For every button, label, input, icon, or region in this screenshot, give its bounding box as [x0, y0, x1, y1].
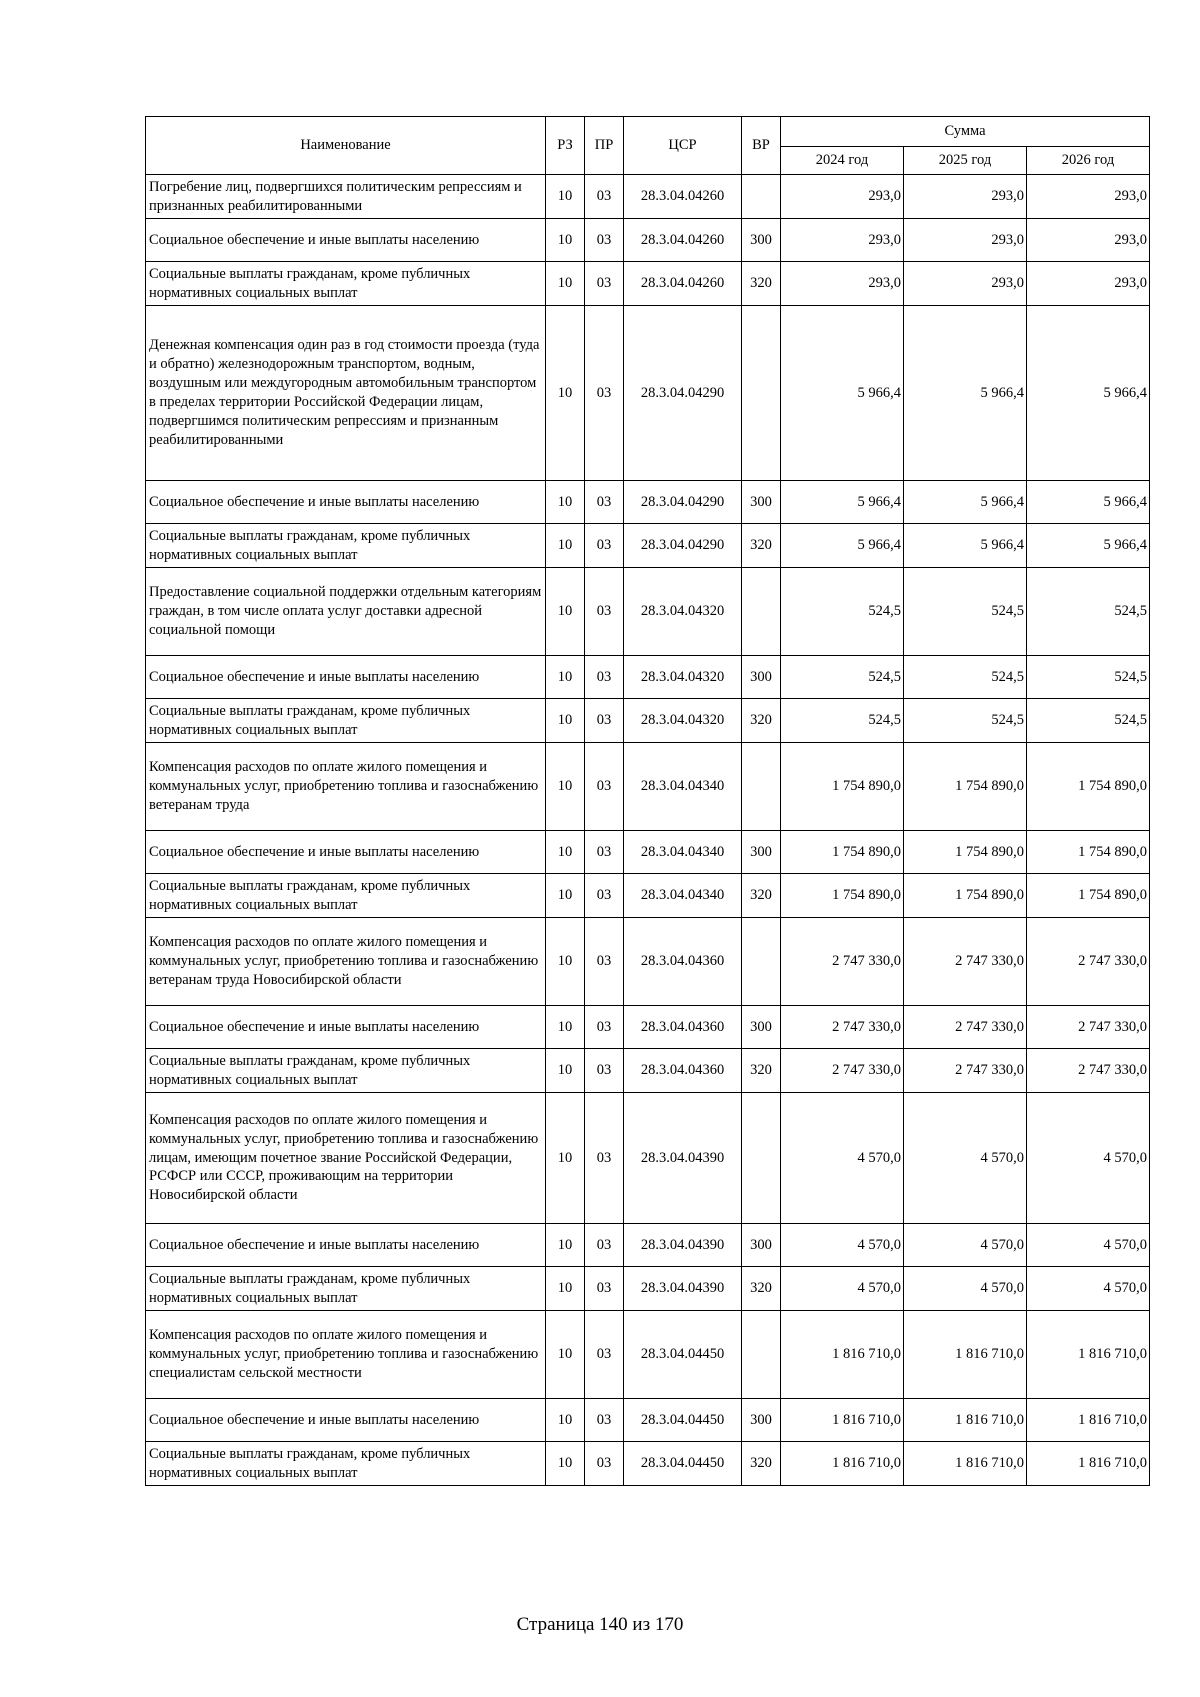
row-name: Погребение лиц, подвергшихся политическим репрессиям и признанных реабилитированными [146, 175, 546, 219]
table-row [146, 262, 1150, 306]
row-name: Социальное обеспечение и иные выплаты населению [146, 1006, 546, 1049]
row-sum-2026: 524,5 [1027, 656, 1150, 699]
row-vr: 320 [742, 1267, 781, 1311]
row-rz: 10 [546, 874, 585, 918]
row-csr: 28.3.04.04290 [624, 306, 742, 481]
row-rz: 10 [546, 656, 585, 699]
row-pr: 03 [585, 656, 624, 699]
row-pr: 03 [585, 918, 624, 1006]
row-sum-2024: 524,5 [781, 656, 904, 699]
row-sum-2026: 1 754 890,0 [1027, 874, 1150, 918]
row-rz: 10 [546, 175, 585, 219]
row-csr: 28.3.04.04290 [624, 481, 742, 524]
row-name: Социальные выплаты гражданам, кроме публичных нормативных социальных выплат [146, 1442, 546, 1486]
header-rz: РЗ [546, 117, 585, 175]
row-sum-2026: 293,0 [1027, 262, 1150, 306]
table-row [146, 306, 1150, 481]
table-row [146, 1006, 1150, 1049]
row-sum-2025: 2 747 330,0 [904, 1006, 1027, 1049]
table-row [146, 1399, 1150, 1442]
row-name: Социальное обеспечение и иные выплаты населению [146, 1399, 546, 1442]
row-name: Компенсация расходов по оплате жилого помещения и коммунальных услуг, приобретению топлива и газоснабжению ветеранам труда [146, 743, 546, 831]
header-year-2026: 2026 год [1027, 147, 1150, 175]
row-rz: 10 [546, 219, 585, 262]
row-pr: 03 [585, 831, 624, 874]
row-sum-2024: 4 570,0 [781, 1093, 904, 1224]
row-sum-2024: 4 570,0 [781, 1267, 904, 1311]
row-sum-2025: 1 816 710,0 [904, 1442, 1027, 1486]
row-csr: 28.3.04.04340 [624, 874, 742, 918]
row-csr: 28.3.04.04360 [624, 1049, 742, 1093]
row-sum-2026: 293,0 [1027, 219, 1150, 262]
row-rz: 10 [546, 1093, 585, 1224]
row-sum-2026: 5 966,4 [1027, 306, 1150, 481]
table-row [146, 831, 1150, 874]
row-pr: 03 [585, 743, 624, 831]
row-vr: 300 [742, 481, 781, 524]
row-sum-2025: 5 966,4 [904, 524, 1027, 568]
row-sum-2024: 293,0 [781, 262, 904, 306]
row-rz: 10 [546, 1224, 585, 1267]
row-sum-2025: 1 754 890,0 [904, 831, 1027, 874]
row-sum-2025: 5 966,4 [904, 306, 1027, 481]
row-sum-2024: 2 747 330,0 [781, 1006, 904, 1049]
row-pr: 03 [585, 1093, 624, 1224]
header-sum: Сумма [781, 117, 1150, 147]
row-sum-2026: 1 816 710,0 [1027, 1442, 1150, 1486]
row-vr: 320 [742, 524, 781, 568]
header-name: Наименование [146, 117, 546, 175]
row-sum-2026: 524,5 [1027, 699, 1150, 743]
row-sum-2026: 524,5 [1027, 568, 1150, 656]
row-sum-2024: 5 966,4 [781, 481, 904, 524]
row-sum-2025: 4 570,0 [904, 1093, 1027, 1224]
row-sum-2026: 4 570,0 [1027, 1093, 1150, 1224]
row-rz: 10 [546, 699, 585, 743]
row-sum-2024: 524,5 [781, 699, 904, 743]
row-sum-2025: 293,0 [904, 175, 1027, 219]
row-sum-2024: 1 754 890,0 [781, 831, 904, 874]
row-name: Компенсация расходов по оплате жилого помещения и коммунальных услуг, приобретению топлива и газоснабжению специалистам сельской местности [146, 1311, 546, 1399]
row-pr: 03 [585, 262, 624, 306]
row-name: Социальные выплаты гражданам, кроме публичных нормативных социальных выплат [146, 699, 546, 743]
row-sum-2026: 1 754 890,0 [1027, 743, 1150, 831]
row-sum-2026: 2 747 330,0 [1027, 918, 1150, 1006]
row-sum-2024: 2 747 330,0 [781, 1049, 904, 1093]
row-rz: 10 [546, 743, 585, 831]
row-vr: 300 [742, 1399, 781, 1442]
row-pr: 03 [585, 874, 624, 918]
table-row [146, 1093, 1150, 1224]
row-name: Социальное обеспечение и иные выплаты населению [146, 481, 546, 524]
row-sum-2025: 1 816 710,0 [904, 1399, 1027, 1442]
row-sum-2025: 1 816 710,0 [904, 1311, 1027, 1399]
row-sum-2024: 1 816 710,0 [781, 1442, 904, 1486]
table-row [146, 568, 1150, 656]
row-rz: 10 [546, 1267, 585, 1311]
header-csr: ЦСР [624, 117, 742, 175]
row-csr: 28.3.04.04450 [624, 1311, 742, 1399]
row-csr: 28.3.04.04320 [624, 699, 742, 743]
row-sum-2025: 4 570,0 [904, 1267, 1027, 1311]
row-pr: 03 [585, 524, 624, 568]
row-vr: 300 [742, 1224, 781, 1267]
row-sum-2025: 524,5 [904, 568, 1027, 656]
row-name: Социальные выплаты гражданам, кроме публичных нормативных социальных выплат [146, 1267, 546, 1311]
row-pr: 03 [585, 1311, 624, 1399]
row-sum-2025: 524,5 [904, 656, 1027, 699]
row-pr: 03 [585, 1267, 624, 1311]
row-name: Социальные выплаты гражданам, кроме публичных нормативных социальных выплат [146, 524, 546, 568]
row-name: Предоставление социальной поддержки отдельным категориям граждан, в том числе оплата услуг доставки адресной социальной помощи [146, 568, 546, 656]
row-pr: 03 [585, 1006, 624, 1049]
row-sum-2024: 4 570,0 [781, 1224, 904, 1267]
row-sum-2024: 5 966,4 [781, 524, 904, 568]
row-csr: 28.3.04.04260 [624, 219, 742, 262]
row-rz: 10 [546, 262, 585, 306]
row-name: Компенсация расходов по оплате жилого помещения и коммунальных услуг, приобретению топлива и газоснабжению лицам, имеющим почетное звание Российской Федерации, РСФСР или СССР, проживающим на территории Новосибирской области [146, 1093, 546, 1224]
row-sum-2025: 1 754 890,0 [904, 874, 1027, 918]
table-row [146, 1224, 1150, 1267]
row-name: Денежная компенсация один раз в год стоимости проезда (туда и обратно) железнодорожным транспортом, водным, воздушным или междугородным автомобильным транспортом в пределах территории Российской Федерации лицам, подвергшимся политическим репрессиям и признанным реабилитированными [146, 306, 546, 481]
row-name: Социальное обеспечение и иные выплаты населению [146, 656, 546, 699]
row-pr: 03 [585, 481, 624, 524]
row-sum-2024: 293,0 [781, 219, 904, 262]
row-sum-2026: 4 570,0 [1027, 1267, 1150, 1311]
row-vr: 300 [742, 219, 781, 262]
row-pr: 03 [585, 1442, 624, 1486]
row-vr [742, 1311, 781, 1399]
row-sum-2024: 2 747 330,0 [781, 918, 904, 1006]
row-vr [742, 743, 781, 831]
row-rz: 10 [546, 1442, 585, 1486]
row-name: Компенсация расходов по оплате жилого помещения и коммунальных услуг, приобретению топлива и газоснабжению ветеранам труда Новосибирской области [146, 918, 546, 1006]
header-vr: ВР [742, 117, 781, 175]
row-csr: 28.3.04.04390 [624, 1093, 742, 1224]
table-row [146, 656, 1150, 699]
row-csr: 28.3.04.04360 [624, 918, 742, 1006]
row-vr [742, 306, 781, 481]
row-sum-2025: 4 570,0 [904, 1224, 1027, 1267]
budget-table [145, 116, 1150, 1486]
row-name: Социальные выплаты гражданам, кроме публичных нормативных социальных выплат [146, 262, 546, 306]
row-pr: 03 [585, 306, 624, 481]
row-pr: 03 [585, 568, 624, 656]
row-sum-2024: 1 816 710,0 [781, 1311, 904, 1399]
row-rz: 10 [546, 918, 585, 1006]
row-vr: 300 [742, 656, 781, 699]
row-sum-2025: 293,0 [904, 262, 1027, 306]
row-sum-2025: 5 966,4 [904, 481, 1027, 524]
row-pr: 03 [585, 1399, 624, 1442]
row-pr: 03 [585, 1224, 624, 1267]
row-sum-2026: 1 754 890,0 [1027, 831, 1150, 874]
row-sum-2026: 5 966,4 [1027, 481, 1150, 524]
row-sum-2024: 1 816 710,0 [781, 1399, 904, 1442]
table-body [146, 175, 1150, 1486]
table-row [146, 175, 1150, 219]
row-sum-2024: 524,5 [781, 568, 904, 656]
row-sum-2024: 1 754 890,0 [781, 874, 904, 918]
table-row [146, 524, 1150, 568]
row-csr: 28.3.04.04340 [624, 831, 742, 874]
row-sum-2026: 2 747 330,0 [1027, 1049, 1150, 1093]
table-row [146, 699, 1150, 743]
row-csr: 28.3.04.04290 [624, 524, 742, 568]
table-row [146, 1267, 1150, 1311]
row-rz: 10 [546, 306, 585, 481]
row-csr: 28.3.04.04450 [624, 1442, 742, 1486]
row-rz: 10 [546, 1399, 585, 1442]
row-vr: 300 [742, 831, 781, 874]
table-row [146, 743, 1150, 831]
row-csr: 28.3.04.04320 [624, 656, 742, 699]
row-vr [742, 175, 781, 219]
row-csr: 28.3.04.04340 [624, 743, 742, 831]
row-sum-2026: 2 747 330,0 [1027, 1006, 1150, 1049]
row-csr: 28.3.04.04260 [624, 262, 742, 306]
row-vr: 320 [742, 874, 781, 918]
row-sum-2025: 293,0 [904, 219, 1027, 262]
row-name: Социальное обеспечение и иные выплаты населению [146, 831, 546, 874]
table-row [146, 918, 1150, 1006]
row-vr [742, 1093, 781, 1224]
row-csr: 28.3.04.04390 [624, 1267, 742, 1311]
row-sum-2025: 2 747 330,0 [904, 918, 1027, 1006]
row-sum-2026: 4 570,0 [1027, 1224, 1150, 1267]
row-sum-2025: 524,5 [904, 699, 1027, 743]
row-vr [742, 918, 781, 1006]
row-vr: 320 [742, 262, 781, 306]
header-year-2025: 2025 год [904, 147, 1027, 175]
row-vr: 300 [742, 1006, 781, 1049]
row-pr: 03 [585, 175, 624, 219]
row-rz: 10 [546, 1006, 585, 1049]
page-number: Страница 140 из 170 [516, 1614, 684, 1635]
row-vr: 320 [742, 699, 781, 743]
header-year-2024: 2024 год [781, 147, 904, 175]
row-rz: 10 [546, 1311, 585, 1399]
row-sum-2026: 1 816 710,0 [1027, 1311, 1150, 1399]
row-name: Социальные выплаты гражданам, кроме публичных нормативных социальных выплат [146, 1049, 546, 1093]
row-csr: 28.3.04.04450 [624, 1399, 742, 1442]
row-sum-2024: 5 966,4 [781, 306, 904, 481]
row-csr: 28.3.04.04360 [624, 1006, 742, 1049]
row-pr: 03 [585, 699, 624, 743]
table-row [146, 874, 1150, 918]
table-row [146, 481, 1150, 524]
row-csr: 28.3.04.04260 [624, 175, 742, 219]
row-vr [742, 568, 781, 656]
table-row [146, 219, 1150, 262]
table-row [146, 1311, 1150, 1399]
row-sum-2025: 2 747 330,0 [904, 1049, 1027, 1093]
row-sum-2026: 1 816 710,0 [1027, 1399, 1150, 1442]
row-csr: 28.3.04.04320 [624, 568, 742, 656]
row-rz: 10 [546, 831, 585, 874]
table-row [146, 1049, 1150, 1093]
row-rz: 10 [546, 524, 585, 568]
row-sum-2026: 5 966,4 [1027, 524, 1150, 568]
header-pr: ПР [585, 117, 624, 175]
row-rz: 10 [546, 1049, 585, 1093]
row-sum-2024: 293,0 [781, 175, 904, 219]
row-vr: 320 [742, 1049, 781, 1093]
row-sum-2026: 293,0 [1027, 175, 1150, 219]
row-pr: 03 [585, 219, 624, 262]
row-vr: 320 [742, 1442, 781, 1486]
row-rz: 10 [546, 481, 585, 524]
row-sum-2024: 1 754 890,0 [781, 743, 904, 831]
row-rz: 10 [546, 568, 585, 656]
table-row [146, 1442, 1150, 1486]
row-csr: 28.3.04.04390 [624, 1224, 742, 1267]
row-sum-2025: 1 754 890,0 [904, 743, 1027, 831]
row-pr: 03 [585, 1049, 624, 1093]
row-name: Социальное обеспечение и иные выплаты населению [146, 1224, 546, 1267]
row-name: Социальное обеспечение и иные выплаты населению [146, 219, 546, 262]
row-name: Социальные выплаты гражданам, кроме публичных нормативных социальных выплат [146, 874, 546, 918]
